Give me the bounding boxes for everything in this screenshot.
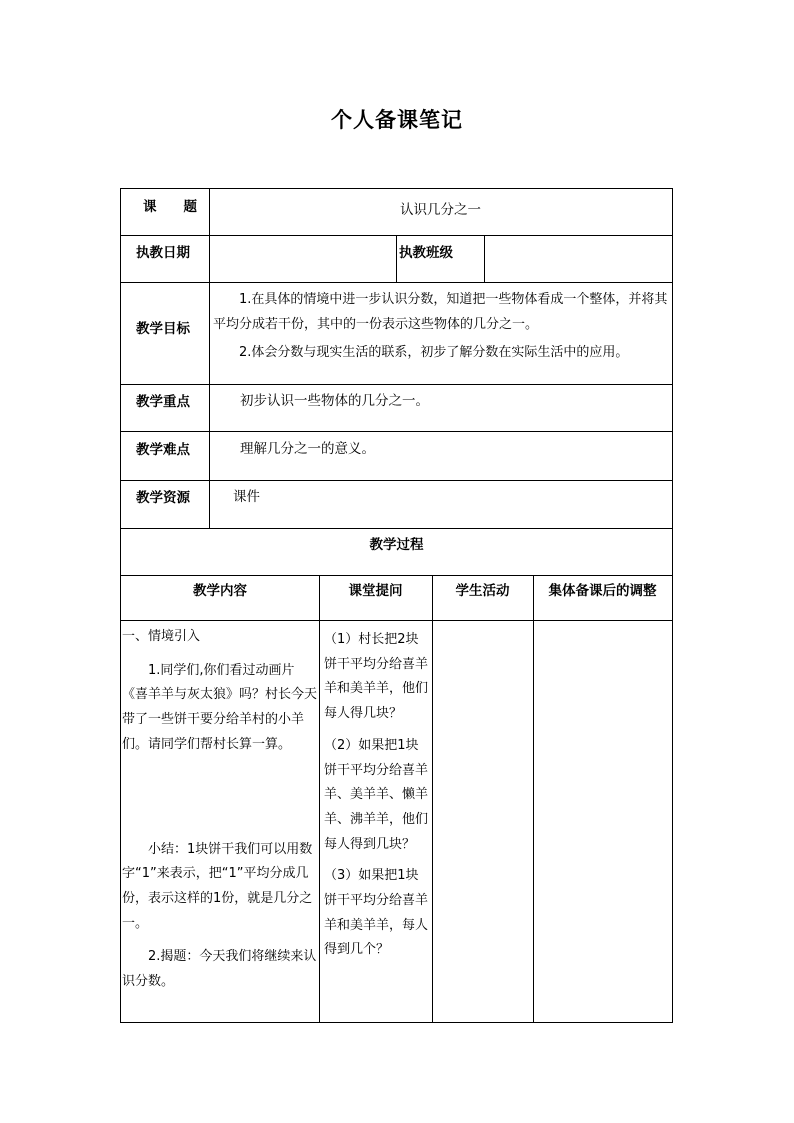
difficulties-label: 教学难点 [136,442,190,458]
column-header-questions: 课堂提问 [348,583,403,599]
resources-value: 课件 [233,489,260,505]
key-points-value: 初步认识一些物体的几分之一。 [240,393,429,409]
section-heading: 一、情境引入 [122,629,201,644]
class-questions [324,628,428,963]
key-points-label: 教学重点 [136,394,190,410]
teaching-content [122,625,317,995]
question-item: （2）如果把1块饼干平均分给喜羊羊、美羊羊、懒羊羊、沸羊羊，他们每人得到几块？ [324,737,429,852]
teaching-date-label: 执教日期 [136,245,190,261]
objectives-text [213,288,669,366]
objective-item: 2.体会分数与现实生活的联系，初步了解分数在实际生活中的应用。 [239,345,629,361]
resources-label: 教学资源 [136,490,190,506]
objectives-label: 教学目标 [136,321,190,337]
topic-paragraph: 2.揭题：今天我们将继续来认识分数。 [122,949,317,990]
lesson-plan-table [120,188,673,1023]
teaching-class-label: 执教班级 [399,245,453,261]
question-item: （1）村长把2块饼干平均分给喜羊羊和美羊羊，他们每人得几块？ [324,632,429,722]
column-header-content: 教学内容 [193,583,247,599]
difficulties-value: 理解几分之一的意义。 [240,441,375,457]
topic-value: 认识几分之一 [400,202,481,218]
intro-paragraph: 1.同学们,你们看过动画片《喜羊羊与灰太狼》吗？村长今天带了一些饼干要分给羊村的小羊们。请同学们帮村长算一算。 [122,662,318,752]
page-title: 个人备课笔记 [331,108,463,132]
topic-label: 课 题 [143,199,197,215]
question-item: （3）如果把1块饼干平均分给喜羊羊和美羊羊，每人得到几个？ [324,868,429,958]
objective-item: 1.在具体的情境中进一步认识分数，知道把一些物体看成一个整体，并将其平均分成若干份，其中的一份表示这些物体的几分之一。 [213,292,668,332]
summary-paragraph: 小结：1块饼干我们可以用数字“1”来表示，把“1”平均分成几份，表示这样的1份，就是几分之一。 [122,841,313,931]
process-heading: 教学过程 [369,537,424,553]
column-header-activity: 学生活动 [455,583,510,599]
column-header-adjustment: 集体备课后的调整 [548,583,657,599]
